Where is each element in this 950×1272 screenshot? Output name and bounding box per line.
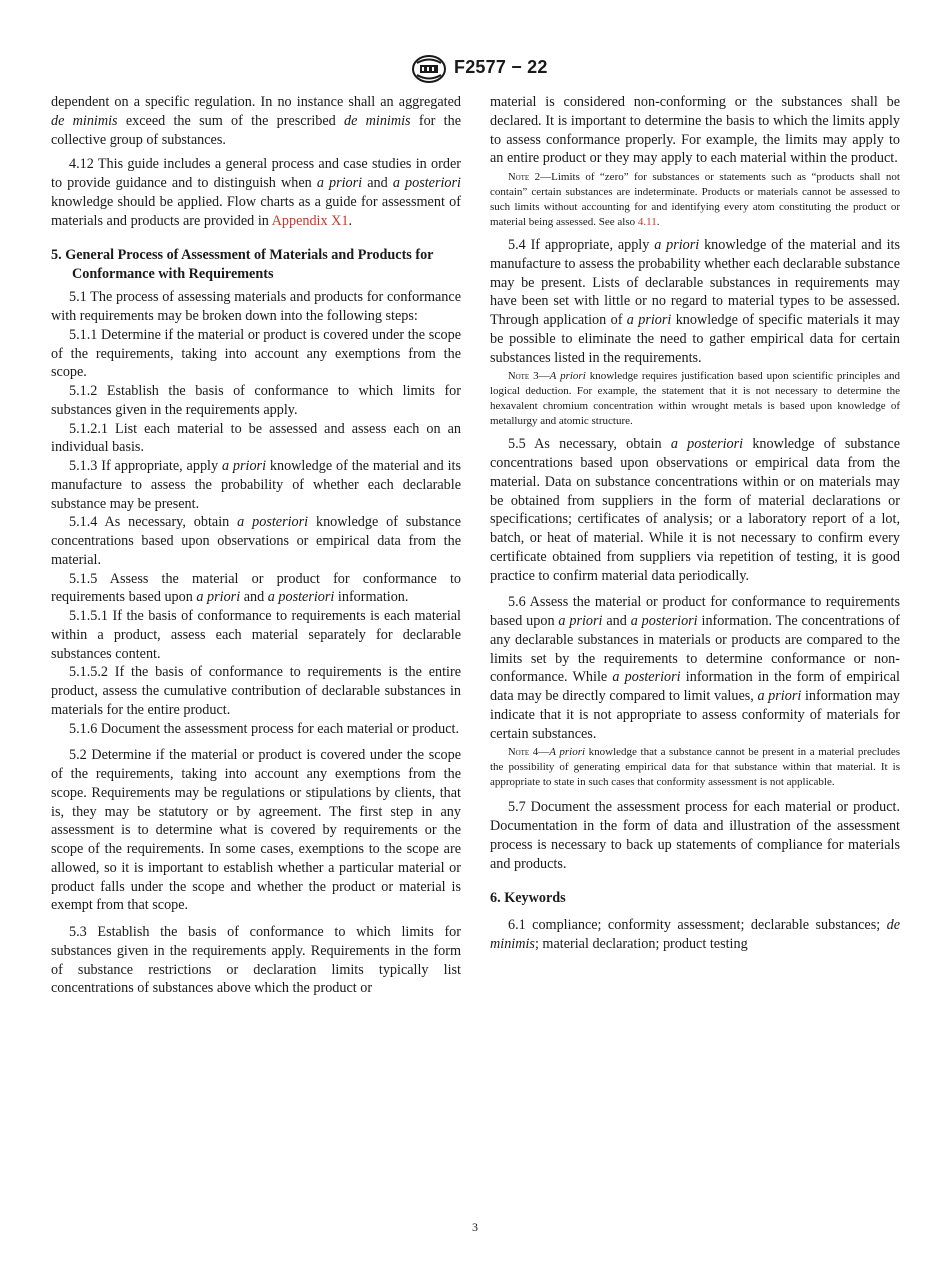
paragraph-5-1-1: 5.1.1 Determine if the material or product is covered under the scope of the requirements, taking into account any exemptions from the scope. bbox=[51, 326, 461, 381]
paragraph-5-1: 5.1 The process of assessing materials and products for conformance with requirements may be broken down into the following steps: bbox=[51, 289, 461, 324]
section-6-heading: 6. Keywords bbox=[490, 890, 566, 907]
right-column bbox=[490, 93, 900, 954]
paragraph-5-1-5-1: 5.1.5.1 If the basis of conformance to requirements is each material within a product, assess each material separately for declarable substances content. bbox=[51, 608, 461, 662]
paragraph-5-1-4: 5.1.4 As necessary, obtain a posteriori knowledge of substance concentrations based upon observations or empirical data from the material. bbox=[51, 514, 462, 568]
paragraph-5-1-6: 5.1.6 Document the assessment process for each material or product. bbox=[69, 720, 460, 737]
note-4: Note 4—A priori knowledge that a substance cannot be present in a material precludes the possibility of generating empirical data for that substance within that material. It is appropriate to state in such cases that conformity assessment is not applicable. bbox=[490, 746, 900, 789]
paragraph-5-1-2-1: 5.1.2.1 List each material to be assessed and assess each on an individual basis. bbox=[51, 420, 461, 456]
page-header bbox=[0, 52, 950, 86]
paragraph-4-12: 4.12 This guide includes a general process and case studies in order to provide guidance and to distinguish when a priori and a posteriori knowledge should be applied. Flow charts as a guide for assessment of materials and products are provided in Appendix X1. bbox=[51, 156, 461, 229]
astm-logo-icon bbox=[409, 52, 449, 86]
section-5-heading: 5. General Process of Assessment of Materials and Products for Conformance with Requirements bbox=[51, 247, 434, 283]
paragraph-continuation: material is considered non-conforming or the substances shall be declared. It is important to determine the basis to which the limits apply to assess conformance properly. For example, the limits may apply to an entire product or they may apply to each material within the product. bbox=[490, 94, 900, 167]
note-2: Note 2—Limits of “zero” for substances or statements such as “products shall not contain” certain substances are indeterminate. Products or materials cannot be assessed to such limits without accounting for and identifying every atom constituting the product or material being assessed. See also 4.11. bbox=[490, 171, 900, 228]
paragraph-5-3: 5.3 Establish the basis of conformance to which limits for substances given in the requirements apply. Requirements in the form of substance restrictions or declaration limits typically list concentrations of substances above which the product or bbox=[51, 924, 461, 997]
paragraph-5-1-5: 5.1.5 Assess the material or product for conformance to requirements based upon a priori and a posteriori information. bbox=[51, 570, 461, 606]
paragraph-5-2: 5.2 Determine if the material or product is covered under the scope of the requirements, taking into account any exemptions from the scope. Requirements may be regulations or stipulations by clients, that is, they may be statutory or by agreement. The first step in any assessment is to determine what is covered by requirements or the scope of the requirements. In some cases, exemptions to the scope are allowed, so it is important to establish whether a particular material or product falls under the scope and whether the product or material is exempt from that scope. bbox=[51, 747, 461, 914]
standard-designation: F2577 − 22 bbox=[454, 57, 548, 77]
paragraph-5-1-2: 5.1.2 Establish the basis of conformance to which limits for substances given in the requirements apply. bbox=[51, 383, 461, 418]
paragraph-5-7: 5.7 Document the assessment process for each material or product. Documentation in the form of data and illustration of the assessment process is necessary to back up statements of compliance for materials and products. bbox=[490, 799, 900, 872]
left-column bbox=[51, 93, 461, 998]
appendix-x1-link[interactable]: Appendix X1 bbox=[271, 212, 349, 229]
section-4-11-link[interactable]: 4.11 bbox=[637, 216, 657, 228]
paragraph-continuation: dependent on a specific regulation. In no instance shall an aggregated de minimis exceed the sum of the prescribed de minimis for the collective group of substances. bbox=[51, 94, 461, 148]
paragraph-6-1: 6.1 compliance; conformity assessment; declarable substances; de minimis; material declaration; product testing bbox=[490, 917, 900, 952]
paragraph-5-5: 5.5 As necessary, obtain a posteriori knowledge of substance concentrations based upon observations or empirical data from the material. Data on substance concentrations within or on materials may be obtained from suppliers in the form of material declarations or specifications; certificates of analysis; or a laboratory report of a lot, batch, or heat of material. While it is not necessary to confirm every certificate obtained from suppliers via repetition of testing, it is good practice to confirm material data periodically. bbox=[490, 436, 900, 584]
paragraph-5-1-3: 5.1.3 If appropriate, apply a priori knowledge of the material and its manufacture to assess the probability of whether each declarable substance may be present. bbox=[51, 458, 461, 512]
page-number: 3 bbox=[472, 1220, 478, 1234]
note-3: Note 3—A priori knowledge requires justification based upon scientific principles and logical deduction. For example, the statement that it is not necessary to determine the hexavalent chromium concentration within wrought metals is based upon knowledge of metallurgy and atomic structure. bbox=[490, 370, 901, 428]
paragraph-5-4: 5.4 If appropriate, apply a priori knowledge of the material and its manufacture to assess the probability whether each declarable substance may be present. Lists of declarable substances in requirements may have been set with little or no regard to material types to be assessed. Through application of a priori knowledge of specific materials it may be possible to eliminate the need to gather empirical data for certain substances listed in the requirements. bbox=[490, 237, 900, 366]
paragraph-5-1-5-2: 5.1.5.2 If the basis of conformance to requirements is the entire product, assess the cumulative contribution of declarable substances in materials for the entire product. bbox=[51, 664, 461, 718]
paragraph-5-6: 5.6 Assess the material or product for conformance to requirements based upon a priori and a posteriori information. The concentrations of any declarable substances in materials or products are compared to the limits set by the requirements to determine conformance or non-conformance. While a posteriori information in the form of empirical data may be directly compared to limit values, a priori information may indicate that it is not appropriate to assess conformity of materials for certain substances. bbox=[490, 594, 900, 742]
